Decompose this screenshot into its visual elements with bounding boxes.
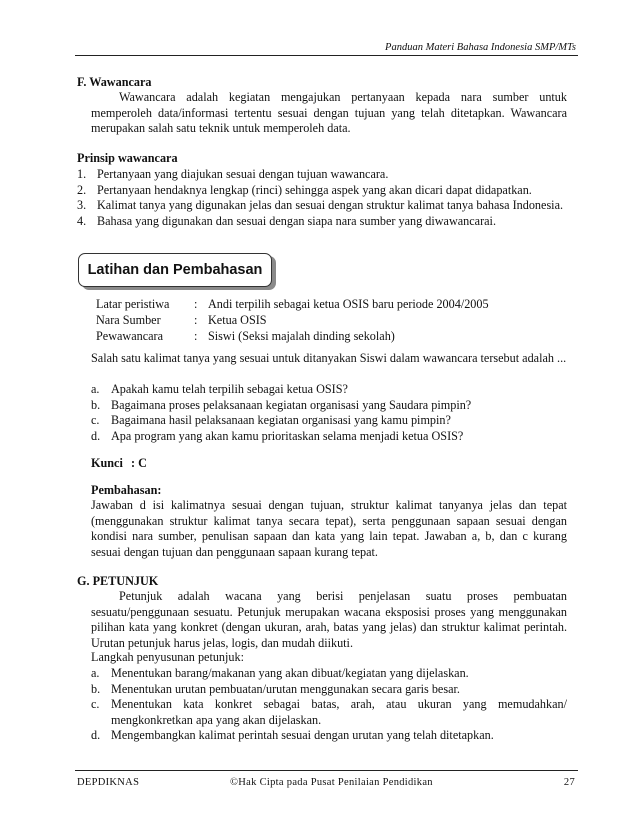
steps-heading: Langkah penyusunan petunjuk: [91,650,244,664]
footer-rule [75,770,578,771]
list-item [77,167,567,183]
info-value: Andi terpilih sebagai ketua OSIS baru periode 2004/2005 [208,297,489,311]
list-text: Pertanyaan hendaknya lengkap (rinci) sehingga aspek yang akan dicari dapat didapatkan. [97,182,532,197]
answer-options [91,382,567,444]
principles-heading: Prinsip wawancara [77,151,178,165]
list-text: Bahasa yang digunakan dan sesuai dengan siapa nara sumber yang diwawancarai. [97,213,496,228]
page-number: 27 [563,777,575,788]
info-colon: : [194,313,198,327]
list-number: 1. [77,167,87,181]
list-text: Kalimat tanya yang digunakan jelas dan sesuai dengan struktur kalimat tanya bahasa Indonesia. [97,198,564,212]
list-item [91,666,567,682]
section-f-paragraph: Wawancara adalah kegiatan mengajukan pertanyaan kepada nara sumber untuk memperoleh data/informasi tertentu sesuai dengan tujuan yang telah ditetapkan. Wawancara merupakan salah satu teknik untuk memperoleh data. [91,90,567,135]
option-letter: d. [91,428,101,443]
list-text: Menentukan barang/makanan yang akan dibuat/kegiatan yang dijelaskan. [111,666,469,680]
running-header: Panduan Materi Bahasa Indonesia SMP/MTs [385,42,576,53]
answer-key-label: Kunci [91,456,123,470]
option-letter: a. [91,382,100,396]
option-text: Apa program yang akan kamu prioritaskan selama menjadi ketua OSIS? [111,428,464,443]
footer-copyright: ©Hak Cipta pada Pusat Penilaian Pendidikan [230,777,433,788]
discussion-heading: Pembahasan: [91,483,162,497]
list-item [77,214,567,230]
steps-list [91,666,567,744]
option-text: Apakah kamu telah terpilih sebagai ketua OSIS? [111,382,348,396]
header-rule [75,55,578,56]
exercise-question: Salah satu kalimat tanya yang sesuai untuk ditanyakan Siswi dalam wawancara tersebut adalah ... [91,351,567,365]
list-letter: a. [91,666,100,680]
list-letter: c. [91,697,100,711]
option-letter: b. [91,397,101,412]
exercise-badge: Latihan dan Pembahasan [78,253,272,287]
list-item [91,682,567,698]
option-text: Bagaimana proses pelaksanaan kegiatan organisasi yang Saudara pimpin? [111,397,472,412]
info-row [96,313,489,329]
info-colon: : [194,297,198,311]
info-key: Pewawancara [96,329,163,343]
list-text: Menentukan kata konkret sebagai batas, arah, atau ukuran yang memudahkan/ mengkonkretkan apa yang akan dijelaskan. [111,697,567,727]
answer-option [91,429,567,445]
discussion-paragraph: Jawaban d isi kalimatnya sesuai dengan tujuan, struktur kalimat tanyanya jelas dan tepat (menggunakan struktur kalimat tanya secara tepat), serta penggunaan sapaan sesuai dengan kondisi nara sumber, penulisan sapaan dan kata yang lain tepat. Jawaban a, b, dan c kurang sesuai dengan tujuan dan penggunaan sapaan kurang tepat. [91,498,567,559]
list-item [91,728,567,744]
section-g-heading: G. PETUNJUK [77,574,159,588]
list-text: Menentukan urutan pembuatan/urutan menggunakan secara garis besar. [111,681,460,696]
answer-key [91,456,567,472]
info-row [96,329,489,345]
list-letter: b. [91,681,101,696]
section-f-heading: F. Wawancara [77,75,152,89]
info-row [96,297,489,313]
section-g-paragraph: Petunjuk adalah wacana yang berisi penjelasan suatu proses pembuatan sesuatu/penggunaan sesuatu. Petunjuk merupakan wacana eksposisi proses yang menggunakan pilihan kata yang konkret (dengan ukuran, arah, batas yang jelas) dan struktur kalimat perintah. Urutan petunjuk harus jelas, logis, dan mudah diikuti. [91,589,567,650]
answer-option [91,413,567,429]
answer-option [91,398,567,414]
option-letter: c. [91,413,100,427]
option-text: Bagaimana hasil pelaksanaan kegiatan organisasi yang kamu pimpin? [111,413,451,427]
answer-key-value: : C [131,456,147,470]
info-colon: : [194,329,198,343]
info-value: Ketua OSIS [208,313,267,327]
info-key: Nara Sumber [96,313,161,327]
list-item [77,183,567,199]
list-letter: d. [91,728,101,742]
scenario-info-table [96,297,489,345]
answer-option [91,382,567,398]
list-number: 2. [77,182,87,197]
list-item [77,198,567,214]
list-text: Pertanyaan yang diajukan sesuai dengan tujuan wawancara. [97,167,389,181]
list-number: 3. [77,198,87,212]
principles-list [77,167,567,229]
info-key: Latar peristiwa [96,297,170,311]
footer-publisher: DEPDIKNAS [77,777,140,788]
list-item [91,697,567,728]
list-number: 4. [77,213,87,228]
info-value: Siswi (Seksi majalah dinding sekolah) [208,329,395,343]
list-text: Mengembangkan kalimat perintah sesuai dengan urutan yang telah ditetapkan. [111,728,494,742]
